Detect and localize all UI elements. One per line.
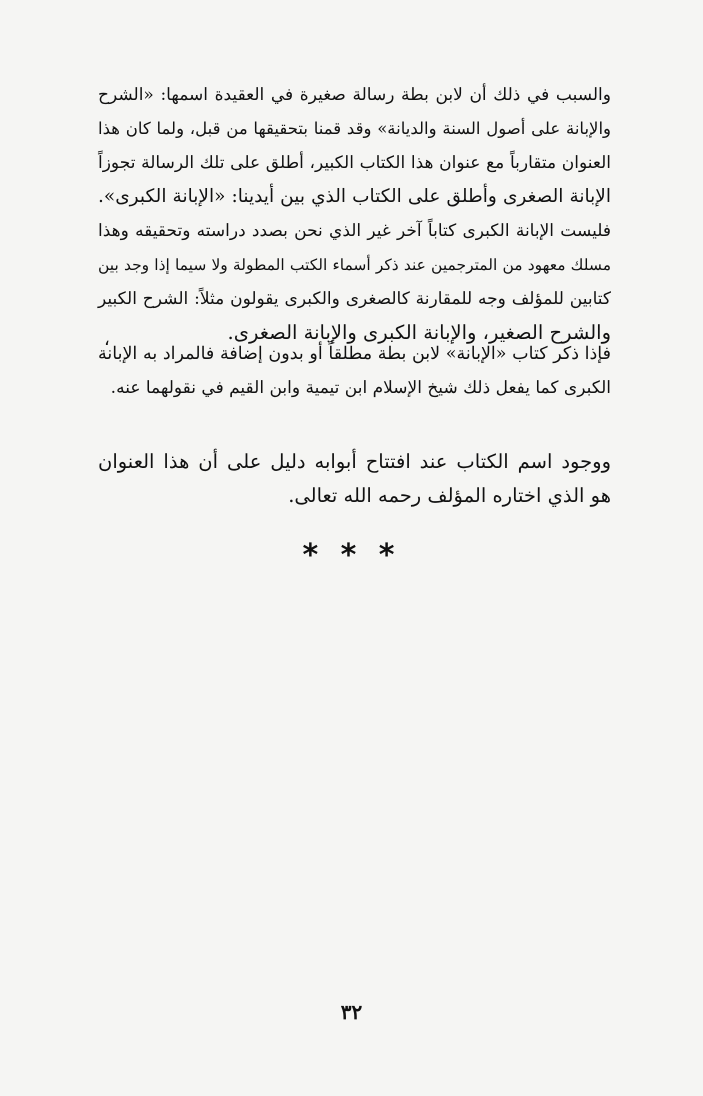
paragraph-line: الإبانة الصغرى وأطلق على الكتاب الذي بين أيدينا: «الإبانة الكبرى». (98, 186, 611, 207)
paragraph-2 (98, 337, 611, 405)
paragraph-line: العنوان متقارباً مع عنوان هذا الكتاب الكبير، أطلق على تلك الرسالة تجوزاً (98, 153, 611, 173)
paragraph-line: والشرح الصغير، والإبانة الكبرى والإبانة الصغرى. (227, 321, 611, 344)
paragraph-line: كتابين للمؤلف وجه للمقارنة كالصغرى والكبرى يقولون مثلاً: الشرح الكبير (98, 289, 611, 309)
paragraph-1 (98, 78, 611, 350)
paragraph-line: ووجود اسم الكتاب عند افتتاح أبوابه دليل على أن هذا العنوان (98, 450, 611, 473)
paragraph-line: مسلك معهود من المترجمين عند ذكر أسماء الكتب المطولة ولا سيما إذا وجد بين (98, 256, 611, 274)
stray-comma-mark: ، (104, 329, 110, 350)
paragraph-line: فليست الإبانة الكبرى كتاباً آخر غير الذي نحن بصدد دراسته وتحقيقه وهذا (98, 221, 611, 241)
page-number: ٣٢ (340, 1000, 363, 1024)
section-separator: * * * (302, 538, 401, 573)
paragraph-line: فإذا ذكر كتاب «الإبانة» لابن بطة مطلقاً أو بدون إضافة فالمراد به الإبانة (98, 344, 611, 364)
paragraph-3 (98, 445, 611, 513)
paragraph-line: الكبرى كما يفعل ذلك شيخ الإسلام ابن تيمية وابن القيم في نقولهما عنه. (110, 378, 611, 398)
paragraph-line: والإبانة على أصول السنة والديانة» وقد قمنا بتحقيقها من قبل، ولما كان هذا (98, 119, 611, 138)
paragraph-line: والسبب في ذلك أن لابن بطة رسالة صغيرة في العقيدة اسمها: «الشرح (98, 85, 611, 105)
paragraph-line: هو الذي اختاره المؤلف رحمه الله تعالى. (288, 484, 611, 507)
